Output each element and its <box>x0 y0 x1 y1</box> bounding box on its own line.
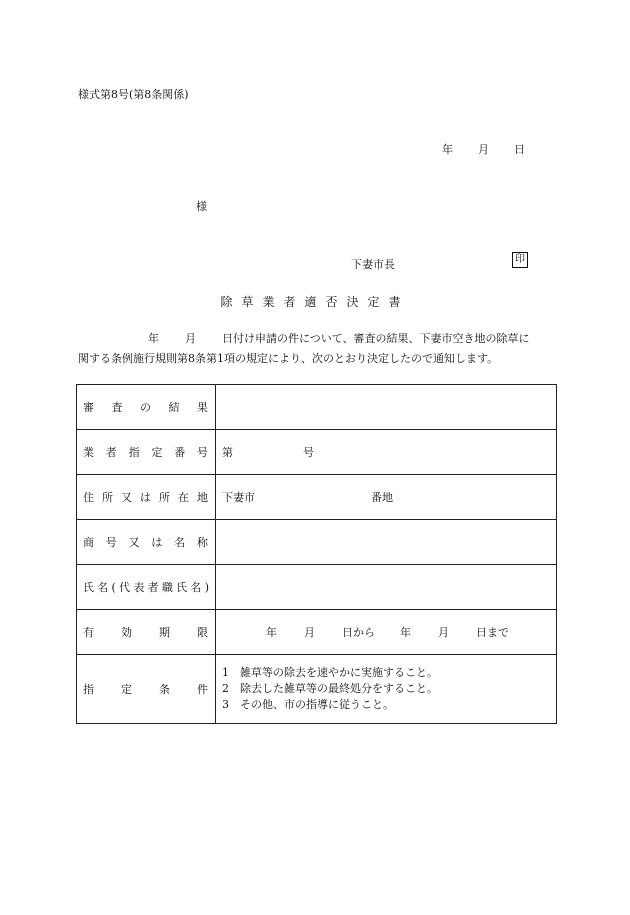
row-label-validity: 有効期限 <box>77 610 216 655</box>
body-paragraph <box>78 329 558 369</box>
period-end-year: 年 <box>400 626 411 639</box>
table-row <box>77 520 557 565</box>
period-end-month: 月 <box>438 626 449 639</box>
addressee-suffix: 様 <box>196 200 207 213</box>
row-label-designation-number: 業者指定番号 <box>77 430 216 475</box>
table-row <box>77 565 557 610</box>
row-value-conditions <box>216 655 557 724</box>
issuer-title: 下妻市長 <box>351 258 395 271</box>
condition-item: 1 雑草等の除去を速やかに実施すること。 <box>222 666 438 679</box>
decision-table <box>76 384 557 724</box>
row-label-result: 審査の結果 <box>77 385 216 430</box>
document-title: 除草業者適否決定書 <box>220 295 410 309</box>
period-start-month: 月 <box>304 626 315 639</box>
row-label-conditions: 指定条件 <box>77 655 216 724</box>
condition-item: 3 その他、市の指導に従うこと。 <box>222 698 394 711</box>
row-value-designation-number <box>216 430 557 475</box>
body-month: 月 <box>185 332 196 345</box>
form-number: 様式第8号(第8条関係) <box>78 88 189 101</box>
date-year: 年 <box>442 143 453 156</box>
table-row <box>77 655 557 724</box>
row-label-representative: 氏名(代表者職氏名) <box>77 565 216 610</box>
body-year: 年 <box>148 332 159 345</box>
period-end-day: 日まで <box>476 626 509 639</box>
table-row <box>77 475 557 520</box>
date-line <box>442 141 525 157</box>
row-value-trade-name <box>216 520 557 565</box>
body-line2: 関する条例施行規則第8条第1項の規定により、次のとおり決定したので通知します。 <box>78 352 499 365</box>
period-start-year: 年 <box>266 626 277 639</box>
row-value-result <box>216 385 557 430</box>
date-day: 日 <box>514 143 525 156</box>
address-prefix: 下妻市 <box>222 491 255 504</box>
row-value-representative <box>216 565 557 610</box>
designation-prefix: 第 <box>222 446 233 459</box>
row-value-address <box>216 475 557 520</box>
seal-mark: 印 <box>512 252 528 268</box>
table-row <box>77 430 557 475</box>
period-start-day: 日から <box>342 626 375 639</box>
condition-item: 2 除去した雑草等の最終処分をすること。 <box>222 682 438 695</box>
row-label-trade-name: 商号又は名称 <box>77 520 216 565</box>
designation-suffix: 号 <box>303 446 314 459</box>
address-suffix: 番地 <box>371 491 393 504</box>
date-month: 月 <box>478 143 489 156</box>
body-line1: 日付け申請の件について、審査の結果、下妻市空き地の除草に <box>222 332 530 345</box>
table-row <box>77 610 557 655</box>
row-label-address: 住所又は所在地 <box>77 475 216 520</box>
table-row <box>77 385 557 430</box>
row-value-validity <box>216 610 557 655</box>
